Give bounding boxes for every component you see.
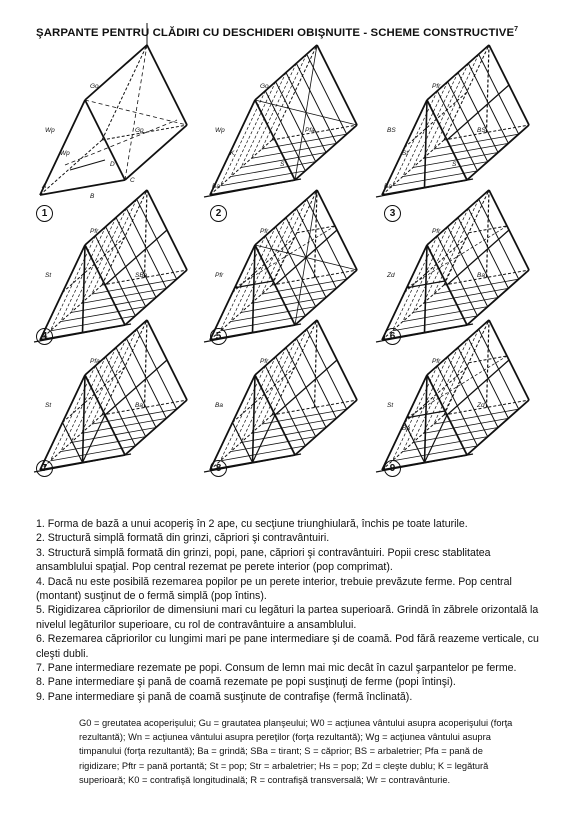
roof-scheme-figure — [30, 345, 200, 495]
member-label: Ba — [477, 272, 485, 279]
roof-structure-drawing — [200, 215, 370, 365]
roof-structure-drawing — [30, 70, 200, 220]
description-item — [36, 517, 546, 531]
member-label: BS — [477, 127, 486, 134]
figure-number: 8 — [210, 460, 227, 477]
member-label: A — [42, 183, 47, 190]
item-text: Structură simplă formată din grinzi, căpriori şi contravântuiri. — [47, 532, 330, 545]
member-label: Ba — [212, 183, 220, 190]
figure-number: 7 — [36, 460, 53, 477]
roof-scheme-figure — [200, 70, 370, 220]
member-label: B — [90, 193, 95, 200]
member-label: C — [130, 177, 135, 184]
item-number: 2. — [36, 532, 48, 545]
figure-number: 6 — [384, 328, 401, 345]
item-text: Dacă nu este posibilă rezemarea popilor pe un perete interior, trebuie prevăzute ferme. Pop central (montant) susţinut de o fermă simplă (pop întins). — [36, 575, 512, 603]
item-number: 1. — [36, 518, 48, 530]
figure-number: 3 — [384, 205, 401, 222]
roof-structure-drawing — [30, 215, 200, 365]
item-text: Forma de bază a unui acoperiş în 2 ape, cu secţiune triunghiulară, închis pe toate laturile. — [47, 518, 468, 530]
member-label: Wp — [45, 127, 55, 134]
roof-scheme-figure — [372, 70, 542, 220]
item-text: Pane intermediare rezemate pe popi. Consum de lemn mai mic decât în cazul şarpantelor pe ferme. — [47, 662, 517, 675]
roof-scheme-figure — [30, 215, 200, 365]
figure-number: 9 — [384, 460, 401, 477]
description-item — [36, 675, 546, 689]
member-label: Pfr — [260, 358, 269, 365]
roof-structure-drawing — [30, 345, 200, 495]
title-footnote-mark: 7 — [514, 26, 519, 33]
member-label: Pfr — [260, 228, 269, 235]
item-number: 4. — [36, 575, 48, 588]
description-item — [36, 632, 546, 661]
item-text: Rigidizarea căpriorilor de dimensiuni mari cu legături la partea superioară. Grindă în zăbrele orizontală la nivelul legăturilor superioare, cu rol de contravântuire a ansamblului. — [36, 604, 539, 631]
item-number: 9. — [36, 690, 48, 703]
member-label: SBa — [135, 272, 148, 279]
description-item — [36, 575, 546, 604]
roof-structure-drawing — [200, 70, 370, 220]
member-label: Pfr — [432, 358, 441, 365]
member-label: S — [452, 161, 457, 168]
item-number: 7. — [36, 662, 48, 675]
member-label: Pfr — [215, 272, 224, 279]
member-label: BS — [387, 127, 396, 134]
member-label: Zd — [387, 272, 395, 279]
member-label: St — [402, 150, 409, 157]
member-label: St — [45, 272, 52, 279]
roof-structure-drawing — [372, 70, 542, 220]
item-number: 6. — [36, 633, 48, 646]
member-label: Ba — [135, 402, 143, 409]
figure-number: 5 — [210, 328, 227, 345]
member-label: Wp — [215, 127, 225, 134]
item-text: Rezemarea căpriorilor cu lungimi mari pe pane intermediare şi de coamă. Pod fără reazeme verticale, cu cleşti dubli. — [36, 633, 539, 660]
member-label: St — [45, 402, 52, 409]
member-label: K — [230, 150, 235, 157]
member-label: Zd — [477, 402, 485, 409]
member-label: Ba — [215, 402, 223, 409]
figure-number: 1 — [36, 205, 53, 222]
member-label: St — [387, 402, 394, 409]
description-item — [36, 661, 546, 675]
member-label: Pfa — [305, 127, 315, 134]
member-label: Pfr — [432, 228, 441, 235]
page-title: ŞARPANTE PENTRU CLĂDIRI CU DESCHIDERI OBIŞNUITE - SCHEME CONSTRUCTIVE$^7$ — [36, 26, 519, 39]
member-label: Wp — [60, 150, 70, 157]
figure-number: 2 — [210, 205, 227, 222]
member-label: D — [110, 161, 115, 168]
member-label: Pfr — [432, 83, 441, 90]
symbol-legend: G0 = greutatea acoperişului; Gu = grautatea planşeului; W0 = acţiunea vântului asupra acoperişului (forţa rezultantă); Wn = acţiunea vântului asupra pereţilor (forţa rezultantă); Wg = acţiunea vântului asupra timpanului (forţa rezultantă); Ba = grindă; SBa = tirant; S = căprior; BS = arbaletrier; Pfa = pană de rigidizare; Pftr = pană portantă; St = pop; Str = arbaletrier; Hs = pop; Zd = cleşte dublu; K = legătură superioară; K0 = contrafişă longitudinală; R = contrafişă transversală; Wr = contravânturie. — [79, 718, 513, 785]
member-label: Pfa — [90, 358, 100, 365]
item-number: 3. — [36, 546, 48, 559]
member-label: Gp — [135, 127, 144, 134]
description-item — [36, 603, 546, 632]
member-label: Go — [90, 83, 99, 90]
item-number: 5. — [36, 604, 48, 617]
member-label: Go — [260, 83, 269, 90]
description-item — [36, 531, 546, 545]
description-item — [36, 546, 546, 575]
item-text: Pane intermediare şi pană de coamă rezemate pe popi susţinuţi de ferme (popi întinşi). — [47, 676, 456, 689]
roof-scheme-figure — [30, 70, 200, 220]
description-list — [36, 517, 546, 704]
item-number: 8. — [36, 676, 48, 689]
description-item — [36, 690, 546, 704]
figure-number: 4 — [36, 328, 53, 345]
member-label: Ba — [402, 425, 410, 432]
item-text: Structură simplă formată din grinzi, popi, pane, căpriori şi contravântuiri. Popii cresc stablitatea ansamblului spaţial. Pop central rezemat pe perete interior (pop comprimat). — [36, 546, 491, 574]
member-label: Ba — [384, 183, 392, 190]
roof-scheme-figure — [200, 215, 370, 365]
item-text: Pane intermediare şi pană de coamă susţinute de contrafişe (fermă înclinată). — [47, 690, 413, 703]
member-label: S — [280, 161, 285, 168]
member-label: Pfr — [90, 228, 99, 235]
